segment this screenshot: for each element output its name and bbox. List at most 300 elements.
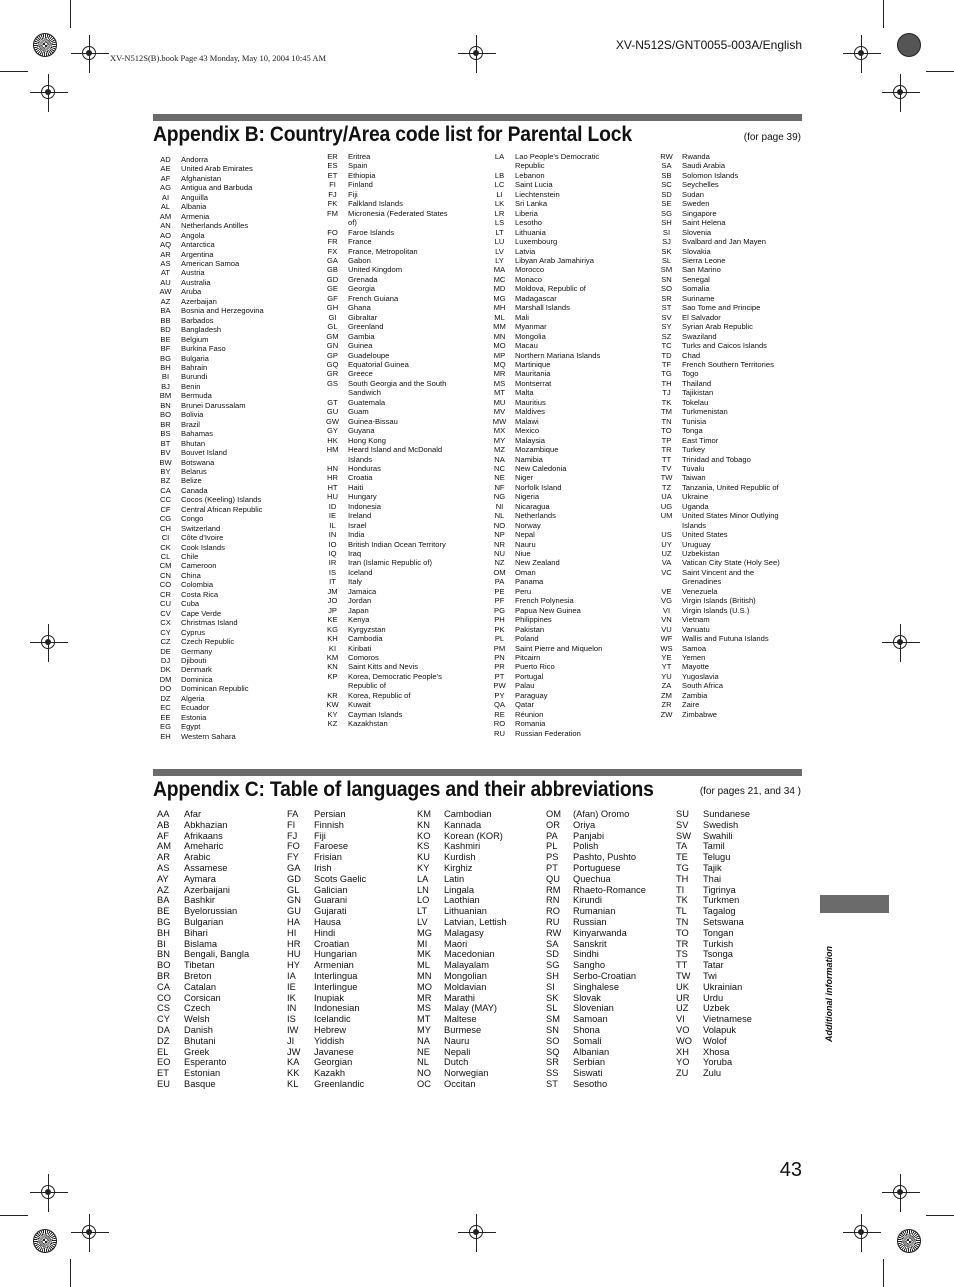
row-code: GP: [327, 350, 338, 360]
row-name: Switzerland: [181, 523, 221, 533]
table-row: [156, 458, 313, 467]
row-name: Frisian: [314, 852, 342, 863]
row-name: Greenlandic: [314, 1078, 365, 1089]
table-row: [156, 590, 313, 599]
row-code: BF: [160, 344, 171, 354]
table-row: [657, 313, 814, 322]
table-row: [490, 351, 647, 360]
row-name: Greek: [184, 1046, 210, 1057]
row-name: Czech Republic: [181, 637, 235, 647]
row-code: TK: [661, 397, 672, 407]
row-name: Vatican City State (Holy See): [682, 558, 780, 568]
row-name: Malay (MAY): [444, 1003, 498, 1014]
row-code: SV: [661, 312, 672, 322]
row-code: VI: [676, 1014, 685, 1025]
row-name: Iran (Islamic Republic of): [348, 558, 432, 568]
table-row: [157, 1014, 249, 1025]
table-row: [490, 511, 647, 520]
row-name: Sangho: [573, 960, 606, 971]
table-row: [657, 351, 814, 360]
table-row: [156, 684, 313, 693]
row-name: Kashmiri: [444, 841, 481, 852]
table-row: [657, 256, 814, 265]
table-row: [676, 895, 752, 906]
row-name: Tanzania, United Republic of: [682, 482, 779, 492]
row-code: GL: [327, 322, 338, 332]
table-row: [546, 885, 646, 896]
table-row: [417, 1079, 507, 1090]
row-name: Tamil: [703, 841, 725, 852]
table-row: [490, 606, 647, 615]
row-name: Qatar: [515, 700, 534, 710]
row-name: Ukraine: [682, 492, 709, 502]
row-name: Guinea: [348, 341, 373, 351]
row-code: UA: [661, 492, 672, 502]
row-name: Mexico: [515, 426, 540, 436]
row-code: IN: [328, 530, 337, 540]
row-code: MT: [494, 388, 505, 398]
row-name: Anguilla: [181, 192, 209, 202]
row-name: Georgia: [348, 284, 376, 294]
table-row: [157, 949, 249, 960]
row-code: MS: [493, 378, 506, 388]
crosshair-mark-icon: [36, 80, 62, 106]
row-name: Bengali, Bangla: [184, 949, 250, 960]
row-name: Panama: [515, 577, 544, 587]
row-code: DK: [160, 665, 171, 675]
row-code: PL: [494, 634, 505, 644]
table-row: [157, 1079, 249, 1090]
row-code: IA: [287, 970, 296, 981]
table-row: [287, 939, 366, 950]
registration-rosette-icon: [897, 1229, 921, 1253]
table-row: [156, 202, 313, 211]
table-row: [546, 928, 646, 939]
table-row: [287, 831, 366, 842]
row-code: PM: [493, 643, 506, 653]
row-code: CU: [160, 599, 171, 609]
table-row: [156, 212, 313, 221]
row-name: Maori: [444, 938, 468, 949]
row-name: Cambodian: [444, 809, 492, 819]
row-code: OR: [546, 819, 560, 830]
row-name: Armenian: [314, 960, 354, 971]
row-code: US: [661, 530, 672, 540]
row-code: PY: [494, 690, 505, 700]
row-name: Antarctica: [181, 240, 215, 250]
row-code: ID: [328, 501, 337, 511]
table-row: [657, 483, 814, 492]
table-row: [323, 407, 480, 416]
row-name: Nepali: [444, 1046, 471, 1057]
row-code: KR: [327, 690, 338, 700]
row-name: Solomon Islands: [682, 170, 739, 180]
row-name: Hungarian: [314, 949, 357, 960]
row-code: PG: [494, 605, 505, 615]
row-name: Greece: [348, 369, 373, 379]
row-code: TZ: [661, 482, 672, 492]
table-row: [676, 971, 752, 982]
row-name: Germany: [181, 646, 213, 656]
table-row: [156, 221, 313, 230]
table-row: [287, 1057, 366, 1068]
row-code: LV: [417, 916, 428, 927]
row-name: Samoan: [573, 1014, 608, 1025]
row-name: Trinidad and Tobago: [682, 454, 751, 464]
table-row: [676, 885, 752, 896]
crop-line: [70, 0, 71, 28]
row-code: PA: [494, 577, 505, 587]
table-row: [657, 662, 814, 671]
row-name: Senegal: [682, 274, 710, 284]
row-code: BG: [157, 916, 171, 927]
row-name: Catalan: [184, 981, 217, 992]
row-code: AZ: [157, 884, 169, 895]
row-name: Maltese: [444, 1014, 477, 1025]
table-row: [657, 275, 814, 284]
table-row: [156, 514, 313, 523]
table-row: [657, 237, 814, 246]
row-code: LB: [494, 170, 505, 180]
row-name: Tibetan: [184, 960, 215, 971]
crop-line: [0, 1215, 28, 1216]
row-name: Turkmen: [703, 895, 740, 906]
row-name: Andorra: [181, 155, 209, 164]
row-name: Icelandic: [314, 1014, 351, 1025]
table-row: [287, 863, 366, 874]
row-code: NA: [494, 454, 505, 464]
row-name: Turkey: [682, 445, 705, 455]
row-name: Guam: [348, 407, 369, 417]
row-name: Belgium: [181, 334, 209, 344]
table-row: [546, 917, 646, 928]
row-code: TM: [661, 407, 672, 417]
row-name: Israel: [348, 520, 367, 530]
row-code: OM: [493, 567, 506, 577]
table-row: [156, 694, 313, 703]
row-name: Republic: [515, 161, 545, 171]
row-name: Brazil: [181, 419, 200, 429]
row-name: Syrian Arab Republic: [682, 322, 753, 332]
table-row: [490, 256, 647, 265]
table-row: [676, 863, 752, 874]
row-code: ZU: [676, 1068, 689, 1079]
table-row: [156, 231, 313, 240]
row-code: BE: [157, 906, 170, 917]
row-code: GS: [327, 378, 338, 388]
table-row: [490, 577, 647, 586]
row-code: AM: [159, 211, 172, 221]
row-name: Greenland: [348, 322, 384, 332]
table-row: [490, 662, 647, 671]
row-name: Seychelles: [682, 180, 719, 190]
table-row: [287, 993, 366, 1004]
row-code: NO: [493, 520, 506, 530]
row-code: CG: [159, 514, 172, 524]
row-code: UG: [660, 501, 673, 511]
row-code: PK: [494, 624, 505, 634]
crosshair-mark-icon: [464, 1220, 490, 1246]
row-name: Korea, Republic of: [348, 690, 411, 700]
row-name: Bouvet Island: [181, 448, 228, 458]
row-code: SO: [546, 1035, 560, 1046]
row-code: CA: [160, 485, 171, 495]
table-row: [490, 691, 647, 700]
table-row: [287, 906, 366, 917]
row-name: Tatar: [703, 960, 724, 971]
row-name: Jamaica: [348, 586, 377, 596]
table-row: [676, 1036, 752, 1047]
table-row: [157, 874, 249, 885]
row-code: TW: [676, 970, 691, 981]
table-row: [157, 939, 249, 950]
row-code: MI: [417, 938, 428, 949]
table-row: [417, 1047, 507, 1058]
row-code: BA: [160, 306, 171, 316]
table-row: [323, 436, 480, 445]
row-code: YU: [661, 671, 672, 681]
row-code: BN: [157, 949, 170, 960]
row-code: SR: [546, 1057, 559, 1068]
table-row: [287, 928, 366, 939]
row-code: GD: [326, 274, 339, 284]
row-code: FK: [327, 199, 338, 209]
table-row: [490, 265, 647, 274]
table-row: [490, 426, 647, 435]
row-name: United States: [682, 530, 728, 540]
table-row: [657, 653, 814, 662]
row-name: Kazakhstan: [348, 719, 388, 729]
row-name: Myanmar: [515, 322, 547, 332]
row-name: Singhalese: [573, 981, 620, 992]
crosshair-mark-icon: [36, 1180, 62, 1206]
row-code: BG: [160, 353, 171, 363]
table-row: [323, 653, 480, 662]
row-name: Telugu: [703, 852, 731, 863]
table-row: [676, 820, 752, 831]
row-name: Korean (KOR): [444, 830, 503, 841]
table-row: [490, 492, 647, 501]
row-name: Quechua: [573, 873, 611, 884]
row-name: France, Metropolitan: [348, 246, 418, 256]
row-name: Philippines: [515, 615, 552, 625]
row-code: PN: [494, 653, 505, 663]
table-row: [490, 407, 647, 416]
row-code: TP: [661, 435, 672, 445]
table-row: [323, 455, 480, 464]
row-name: Namibia: [515, 454, 543, 464]
row-code: EO: [157, 1057, 171, 1068]
row-name: Liberia: [515, 208, 538, 218]
table-row: [157, 960, 249, 971]
table-row: [323, 209, 480, 218]
table-row: [323, 473, 480, 482]
row-code: GN: [287, 895, 301, 906]
row-name: Macedonian: [444, 949, 495, 960]
row-code: SN: [661, 274, 672, 284]
table-row: [490, 247, 647, 256]
row-code: SS: [546, 1068, 559, 1079]
table-row: [323, 710, 480, 719]
row-name: Spain: [348, 161, 368, 171]
table-row: [657, 247, 814, 256]
table-row: [490, 530, 647, 539]
row-code: IQ: [328, 549, 337, 559]
row-code: AL: [160, 202, 171, 212]
row-name: Volapuk: [703, 1024, 737, 1035]
row-name: Canada: [181, 485, 208, 495]
row-code: TO: [676, 927, 689, 938]
row-code: CK: [160, 542, 171, 552]
row-name: British Indian Ocean Territory: [348, 539, 446, 549]
row-name: Réunion: [515, 709, 544, 719]
row-code: KA: [287, 1057, 300, 1068]
row-code: NL: [417, 1057, 429, 1068]
table-row: [657, 625, 814, 634]
row-name: Azerbaijani: [184, 884, 230, 895]
table-row: [156, 306, 313, 315]
row-name: Iraq: [348, 549, 362, 559]
row-code: KH: [327, 634, 338, 644]
row-name: Barbados: [181, 315, 214, 325]
table-row: [657, 417, 814, 426]
row-code: AI: [161, 192, 170, 202]
table-row: [676, 1014, 752, 1025]
row-code: SN: [546, 1024, 559, 1035]
table-row: [323, 426, 480, 435]
table-row: [657, 530, 814, 539]
table-row: [156, 656, 313, 665]
appendix-c-title: Appendix C: Table of languages and their abbreviations: [153, 778, 654, 801]
row-name: Malaysia: [515, 435, 545, 445]
row-code: CF: [160, 504, 171, 514]
row-code: CO: [159, 580, 172, 590]
table-row: [287, 852, 366, 863]
row-name: Eritrea: [348, 152, 371, 161]
row-code: SL: [546, 1003, 558, 1014]
table-row: [156, 420, 313, 429]
country-code-column: [657, 152, 814, 719]
table-row: [156, 344, 313, 353]
row-name: Mauritania: [515, 369, 551, 379]
row-code: NU: [494, 549, 505, 559]
row-code: EG: [160, 722, 171, 732]
row-name: Saint Lucia: [515, 180, 553, 190]
table-row: [417, 960, 507, 971]
row-code: TS: [676, 949, 688, 960]
row-name: Yugoslavia: [682, 671, 719, 681]
table-row: [490, 710, 647, 719]
row-code: PL: [546, 841, 558, 852]
row-code: AF: [160, 173, 171, 183]
table-row: [546, 863, 646, 874]
table-row: [676, 1025, 752, 1036]
table-row: [417, 895, 507, 906]
row-name: Uzbekistan: [682, 549, 720, 559]
row-code: SH: [546, 970, 559, 981]
row-code: AG: [160, 183, 171, 193]
row-name: Ameharic: [184, 841, 224, 852]
row-code: SW: [676, 830, 691, 841]
table-row: [156, 675, 313, 684]
table-row: [490, 284, 647, 293]
row-name: Setswana: [703, 916, 744, 927]
row-name: New Caledonia: [515, 463, 567, 473]
row-name: Twi: [703, 970, 717, 981]
table-row: [490, 228, 647, 237]
row-name: Afrikaans: [184, 830, 223, 841]
row-name: Byelorussian: [184, 906, 238, 917]
row-name: South Africa: [682, 681, 723, 691]
row-code: KP: [327, 671, 338, 681]
table-row: [490, 218, 647, 227]
row-code: AF: [157, 830, 169, 841]
row-name: Congo: [181, 514, 204, 524]
row-name: Comoros: [348, 653, 379, 663]
table-row: [657, 558, 814, 567]
table-row: [657, 436, 814, 445]
row-name: Honduras: [348, 463, 381, 473]
row-name: Islands: [682, 520, 707, 530]
row-name: Lebanon: [515, 170, 545, 180]
row-name: Equatorial Guinea: [348, 359, 409, 369]
row-code: TA: [676, 841, 688, 852]
row-name: Cyprus: [181, 627, 206, 637]
row-code: PT: [494, 671, 505, 681]
registration-disc-icon: [897, 33, 921, 57]
table-row: [490, 313, 647, 322]
table-row: [287, 1014, 366, 1025]
row-code: HN: [327, 463, 338, 473]
row-name: Saudi Arabia: [682, 161, 726, 171]
table-row: [156, 240, 313, 249]
row-code: CL: [160, 552, 171, 562]
table-row: [657, 502, 814, 511]
row-code: RN: [546, 895, 560, 906]
table-row: [490, 341, 647, 350]
row-name: Zulu: [703, 1068, 722, 1079]
table-row: [417, 831, 507, 842]
row-name: Somalia: [682, 284, 710, 294]
table-row: [323, 700, 480, 709]
row-code: BR: [160, 419, 171, 429]
row-code: TR: [676, 938, 689, 949]
row-code: LV: [495, 246, 504, 256]
table-row: [657, 379, 814, 388]
table-row: [657, 455, 814, 464]
row-code: KN: [417, 819, 430, 830]
table-row: [287, 982, 366, 993]
row-name: Sundanese: [703, 809, 751, 819]
row-code: VO: [676, 1024, 690, 1035]
row-code: BO: [160, 410, 171, 420]
row-name: Kenya: [348, 615, 370, 625]
table-row: [323, 199, 480, 208]
appendix-b-title: Appendix B: Country/Area code list for Parental Lock: [153, 123, 632, 146]
table-row: [657, 511, 814, 520]
row-code: FY: [287, 852, 299, 863]
row-name: Cuba: [181, 599, 200, 609]
table-row: [157, 831, 249, 842]
row-code: CN: [160, 570, 171, 580]
row-code: WO: [676, 1035, 693, 1046]
row-name: Sandwich: [348, 388, 381, 398]
table-row: [156, 543, 313, 552]
row-code: MQ: [493, 359, 506, 369]
table-row: [546, 809, 646, 820]
table-row: [657, 634, 814, 643]
table-row: [490, 417, 647, 426]
